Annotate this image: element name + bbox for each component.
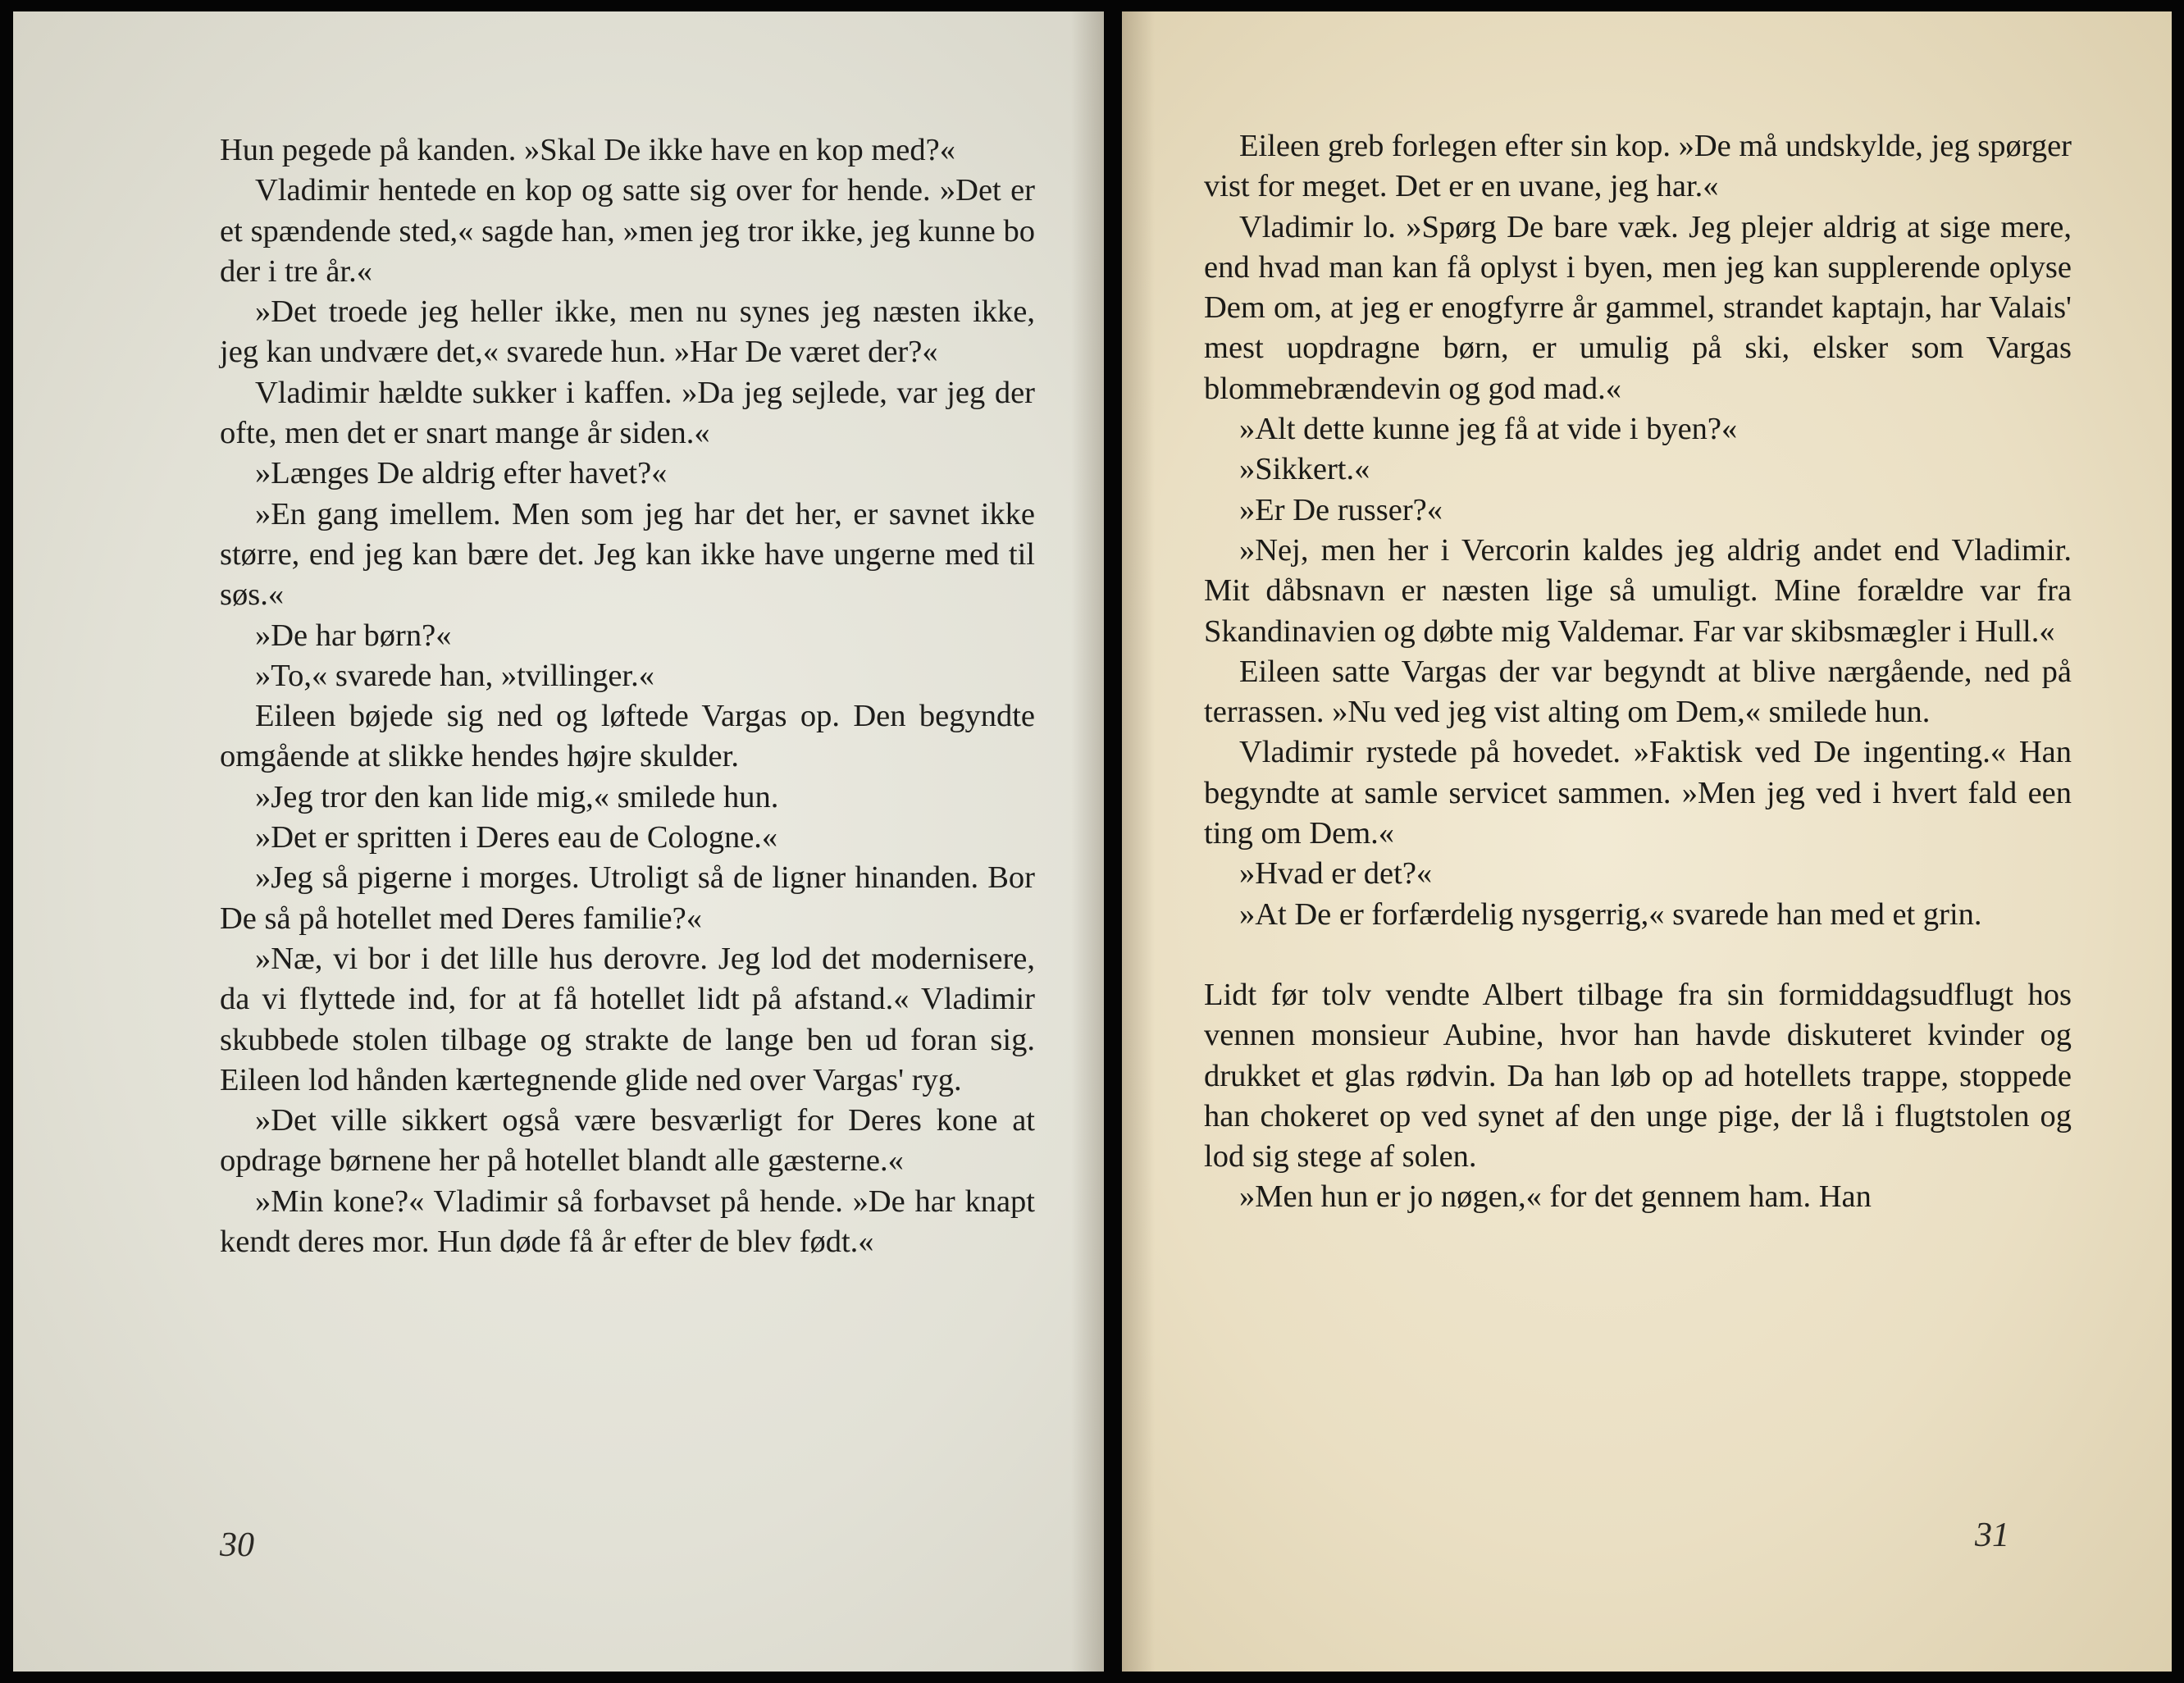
paragraph: »Hvad er det?« [1239,856,1433,892]
paragraph: Hun pegede på kanden. »Skal De ikke have en kop med?« [220,133,955,167]
left-page-text [220,130,1035,1262]
right-page-text [1204,126,2072,1218]
paragraph: Eileen bøjede sig ned og løftede Vargas op. Den begyndte omgående at slikke hendes højre skulder. [220,699,1035,774]
paragraph: »Er De russer?« [1239,492,1443,527]
paragraph: »At De er forfærdelig nysgerrig,« svarede han med et grin. [1239,896,1982,932]
paragraph: »Jeg så pigerne i morges. Utroligt så de ligner hinanden. Bor De så på hotellet med Deres familie?« [220,860,1035,936]
paragraph: »Men hun er jo nøgen,« for det gennem ham. Han [1239,1179,1872,1215]
paragraph: »Nej, men her i Vercorin kaldes jeg aldrig andet end Vladimir. Mit dåbsnavn er næsten lige så umuligt. Mine forældre var fra Skandinavien og døbte mig Valdemar. Far var skibsmægler i Hull.« [1204,532,2072,649]
spine-shadow [1071,11,1104,1672]
page-number: 31 [1975,1517,2009,1554]
paragraph: Vladimir rystede på hovedet. »Faktisk ved De ingenting.« Han begyndte at samle servicet sammen. »Men jeg ved i hvert fald een ting om Dem.« [1204,735,2072,851]
paragraph: Lidt før tolv vendte Albert tilbage fra sin formiddagsudflugt hos vennen monsieur Aubine, hvor han havde diskuteret kvinder og drukket et glas rødvin. Da han løb op ad hotellets trappe, stoppede han chokeret op ved synet af den unge pige, der lå i flugtstolen og lod sig stege af solen. [1204,977,2072,1174]
paragraph: »Det ville sikkert også være besværligt for Deres kone at opdrage børnene her på hotellet blandt alle gæsterne.« [220,1103,1035,1179]
paragraph: Vladimir lo. »Spørg De bare væk. Jeg plejer aldrig at sige mere, end hvad man kan få oplyst i byen, men jeg kan supplerende oplyse Dem om, at jeg er enogfyrre år gammel, strandet kaptajn, har Valais' mest uopdragne børn, er umulig på ski, elsker som Vargas blommebrændevin og god mad.« [1204,209,2072,406]
paragraph: »Næ, vi bor i det lille hus derovre. Jeg lod det modernisere, da vi flyttede ind, for at få hotellet lidt på afstand.« Vladimir skubbede stolen tilbage og strakte de lange ben ud foran sig. Eileen lod hånden kærtegnende glide ned over Vargas' ryg. [220,941,1035,1097]
paragraph: Vladimir hentede en kop og satte sig over for hende. »Det er et spændende sted,« sagde han, »men jeg tror ikke, jeg kunne bo der i tre år.« [220,173,1035,289]
paragraph: »Det troede jeg heller ikke, men nu synes jeg næsten ikke, jeg kan undvære det,« svarede hun. »Har De været der?« [220,294,1035,370]
paragraph: Eileen greb forlegen efter sin kop. »De må undskylde, jeg spørger vist for meget. Det er en uvane, jeg har.« [1204,129,2072,204]
paragraph: »Alt dette kunne jeg få at vide i byen?« [1239,412,1738,447]
right-page [1122,11,2172,1672]
paragraph: Vladimir hældte sukker i kaffen. »Da jeg sejlede, var jeg der ofte, men det er snart mange år siden.« [220,375,1035,451]
paragraph: »De har børn?« [255,618,452,653]
paragraph: »Sikkert.« [1239,452,1370,487]
paragraph: »To,« svarede han, »tvillinger.« [255,658,655,693]
paragraph: »Min kone?« Vladimir så forbavset på hende. »De har knapt kendt deres mor. Hun døde få år efter de blev født.« [220,1184,1035,1260]
page-number: 30 [220,1526,254,1564]
paragraph: »Det er spritten i Deres eau de Cologne.« [255,820,778,855]
paragraph: »En gang imellem. Men som jeg har det her, er savnet ikke større, end jeg kan bære det. Jeg kan ikke have ungerne med til søs.« [220,496,1035,613]
left-page [13,11,1104,1672]
paragraph: »Jeg tror den kan lide mig,« smilede hun. [255,779,779,814]
spine-shadow [1122,11,1155,1672]
paragraph: »Længes De aldrig efter havet?« [255,456,668,491]
paragraph: Eileen satte Vargas der var begyndt at blive nærgående, ned på terrassen. »Nu ved jeg vist alting om Dem,« smilede hun. [1204,654,2072,730]
